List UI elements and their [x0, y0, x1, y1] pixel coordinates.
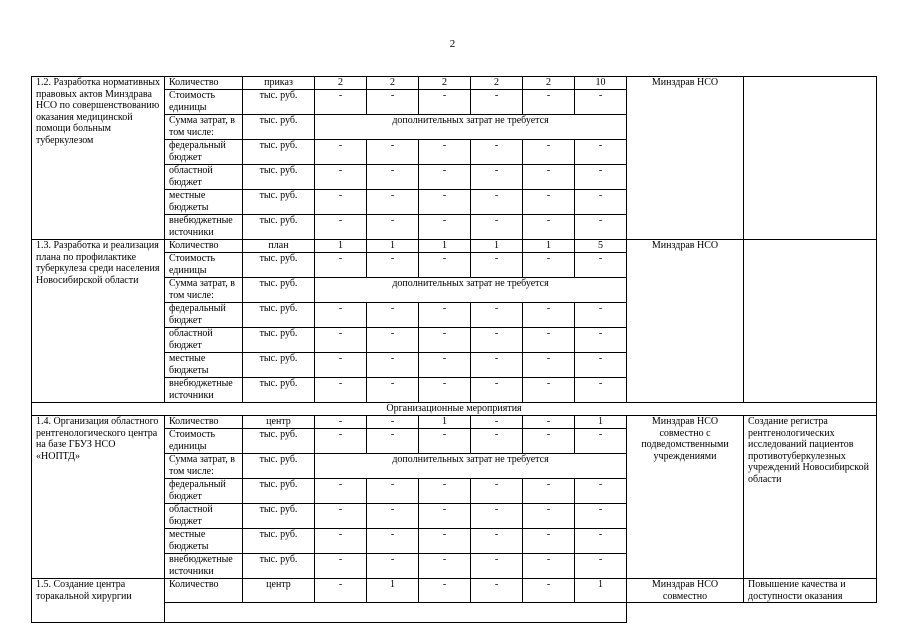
value-dash: -: [471, 378, 523, 403]
row-label-local: местные бюджеты: [165, 353, 243, 378]
value-dash: -: [471, 165, 523, 190]
no-cost-note: дополнительных затрат не требуется: [315, 454, 627, 479]
value-dash: -: [523, 90, 575, 115]
value-dash: -: [367, 479, 419, 504]
value-dash: -: [419, 479, 471, 504]
unit-cell: тыс. руб.: [243, 253, 315, 278]
value-dash: -: [419, 353, 471, 378]
quantity-value: 1: [471, 240, 523, 253]
table-body: [32, 77, 877, 623]
row-label-federal: федеральный бюджет: [165, 140, 243, 165]
value-dash: -: [523, 378, 575, 403]
quantity-value: -: [315, 579, 367, 603]
row-label-unit-cost: Стоимость единицы: [165, 90, 243, 115]
value-dash: -: [315, 165, 367, 190]
quantity-value: 1: [419, 240, 471, 253]
value-dash: -: [419, 190, 471, 215]
task-name: 1.3. Разработка и реализация плана по профилактике туберкулеза среди населения Новосибирской области: [32, 240, 165, 403]
row-label-local: местные бюджеты: [165, 529, 243, 554]
value-dash: -: [367, 504, 419, 529]
value-dash: -: [523, 554, 575, 579]
value-dash: -: [367, 215, 419, 240]
program-table: [31, 76, 877, 623]
value-dash: -: [419, 165, 471, 190]
value-dash: -: [523, 529, 575, 554]
value-dash: -: [419, 253, 471, 278]
value-dash: -: [575, 554, 627, 579]
value-dash: -: [471, 90, 523, 115]
row-label-unit-cost: Стоимость единицы: [165, 253, 243, 278]
unit-cell: тыс. руб.: [243, 479, 315, 504]
result-cell: Создание регистра рентгенологических исследований пациентов противотуберкулезных учреждений Новосибирской области: [744, 416, 877, 579]
value-dash: -: [575, 215, 627, 240]
value-dash: -: [471, 140, 523, 165]
quantity-value: -: [523, 416, 575, 429]
value-dash: -: [523, 253, 575, 278]
quantity-value: 2: [367, 77, 419, 90]
value-dash: -: [419, 554, 471, 579]
unit-cell: тыс. руб.: [243, 353, 315, 378]
value-dash: -: [367, 429, 419, 454]
continuation-cell: [165, 603, 627, 623]
table-row: [32, 77, 877, 90]
executor-cell: Минздрав НСО: [627, 77, 744, 240]
value-dash: -: [419, 378, 471, 403]
value-dash: -: [315, 328, 367, 353]
value-dash: -: [575, 479, 627, 504]
task-name: 1.2. Разработка нормативных правовых актов Минздрава НСО по совершенствованию оказания медицинской помощи больным туберкулезом: [32, 77, 165, 240]
value-dash: -: [575, 140, 627, 165]
value-dash: -: [575, 253, 627, 278]
unit-cell: тыс. руб.: [243, 140, 315, 165]
quantity-value: -: [367, 416, 419, 429]
unit-cell: тыс. руб.: [243, 90, 315, 115]
quantity-value: 2: [471, 77, 523, 90]
row-label-regional: областной бюджет: [165, 165, 243, 190]
quantity-value: -: [315, 416, 367, 429]
value-dash: -: [315, 190, 367, 215]
row-label-local: местные бюджеты: [165, 190, 243, 215]
value-dash: -: [575, 328, 627, 353]
executor-cell: Минздрав НСО совместно с подведомственными учреждениями: [627, 416, 744, 579]
unit-cell: тыс. руб.: [243, 165, 315, 190]
quantity-value: 10: [575, 77, 627, 90]
value-dash: -: [315, 529, 367, 554]
unit-cell: приказ: [243, 77, 315, 90]
result-cell: [744, 240, 877, 403]
row-label-quantity: Количество: [165, 77, 243, 90]
value-dash: -: [419, 90, 471, 115]
value-dash: -: [471, 429, 523, 454]
section-header: Организационные мероприятия: [32, 403, 877, 416]
quantity-value: 1: [523, 240, 575, 253]
table-row: [32, 579, 877, 603]
quantity-value: 1: [575, 579, 627, 603]
value-dash: -: [315, 479, 367, 504]
value-dash: -: [367, 253, 419, 278]
value-dash: -: [471, 529, 523, 554]
quantity-value: 1: [575, 416, 627, 429]
value-dash: -: [367, 554, 419, 579]
row-label-extra: внебюджетные источники: [165, 215, 243, 240]
value-dash: -: [367, 529, 419, 554]
value-dash: -: [471, 215, 523, 240]
unit-cell: тыс. руб.: [243, 303, 315, 328]
quantity-value: 1: [315, 240, 367, 253]
unit-cell: тыс. руб.: [243, 328, 315, 353]
row-label-extra: внебюджетные источники: [165, 554, 243, 579]
value-dash: -: [575, 529, 627, 554]
value-dash: -: [367, 165, 419, 190]
unit-cell: тыс. руб.: [243, 278, 315, 303]
unit-cell: тыс. руб.: [243, 504, 315, 529]
unit-cell: тыс. руб.: [243, 529, 315, 554]
value-dash: -: [575, 378, 627, 403]
unit-cell: тыс. руб.: [243, 454, 315, 479]
quantity-value: 1: [367, 579, 419, 603]
quantity-value: 2: [523, 77, 575, 90]
value-dash: -: [523, 190, 575, 215]
quantity-value: -: [471, 579, 523, 603]
quantity-value: 2: [315, 77, 367, 90]
value-dash: -: [523, 504, 575, 529]
unit-cell: план: [243, 240, 315, 253]
row-label-total-cost: Сумма затрат, в том числе:: [165, 278, 243, 303]
value-dash: -: [575, 429, 627, 454]
row-label-federal: федеральный бюджет: [165, 303, 243, 328]
section-row: [32, 403, 877, 416]
quantity-value: 1: [419, 416, 471, 429]
value-dash: -: [367, 353, 419, 378]
value-dash: -: [471, 253, 523, 278]
executor-cell: Минздрав НСО совместно: [627, 579, 744, 603]
value-dash: -: [315, 504, 367, 529]
unit-cell: центр: [243, 416, 315, 429]
value-dash: -: [575, 90, 627, 115]
value-dash: -: [315, 554, 367, 579]
executor-cell: Минздрав НСО: [627, 240, 744, 403]
unit-cell: тыс. руб.: [243, 115, 315, 140]
value-dash: -: [367, 90, 419, 115]
unit-cell: тыс. руб.: [243, 378, 315, 403]
unit-cell: тыс. руб.: [243, 190, 315, 215]
value-dash: -: [471, 479, 523, 504]
quantity-value: 5: [575, 240, 627, 253]
value-dash: -: [471, 328, 523, 353]
value-dash: -: [523, 303, 575, 328]
unit-cell: тыс. руб.: [243, 554, 315, 579]
table-row: [32, 240, 877, 253]
value-dash: -: [575, 190, 627, 215]
value-dash: -: [367, 190, 419, 215]
value-dash: -: [471, 303, 523, 328]
value-dash: -: [471, 504, 523, 529]
value-dash: -: [471, 554, 523, 579]
no-cost-note: дополнительных затрат не требуется: [315, 115, 627, 140]
value-dash: -: [315, 429, 367, 454]
value-dash: -: [315, 378, 367, 403]
value-dash: -: [419, 429, 471, 454]
value-dash: -: [575, 504, 627, 529]
value-dash: -: [419, 215, 471, 240]
quantity-value: 1: [367, 240, 419, 253]
value-dash: -: [523, 353, 575, 378]
row-label-total-cost: Сумма затрат, в том числе:: [165, 454, 243, 479]
row-label-federal: федеральный бюджет: [165, 479, 243, 504]
quantity-value: -: [419, 579, 471, 603]
value-dash: -: [315, 140, 367, 165]
value-dash: -: [523, 165, 575, 190]
row-label-total-cost: Сумма затрат, в том числе:: [165, 115, 243, 140]
no-cost-note: дополнительных затрат не требуется: [315, 278, 627, 303]
row-label-quantity: Количество: [165, 416, 243, 429]
value-dash: -: [575, 165, 627, 190]
value-dash: -: [575, 303, 627, 328]
value-dash: -: [367, 303, 419, 328]
value-dash: -: [471, 353, 523, 378]
value-dash: -: [367, 378, 419, 403]
value-dash: -: [471, 190, 523, 215]
result-cell: Повышение качества и доступности оказания: [744, 579, 877, 603]
task-name: 1.5. Создание центра торакальной хирургии: [32, 579, 165, 623]
value-dash: -: [419, 140, 471, 165]
value-dash: -: [419, 504, 471, 529]
row-label-quantity: Количество: [165, 579, 243, 603]
row-label-unit-cost: Стоимость единицы: [165, 429, 243, 454]
value-dash: -: [315, 215, 367, 240]
value-dash: -: [367, 328, 419, 353]
value-dash: -: [419, 303, 471, 328]
value-dash: -: [315, 253, 367, 278]
row-label-extra: внебюджетные источники: [165, 378, 243, 403]
value-dash: -: [523, 328, 575, 353]
value-dash: -: [419, 529, 471, 554]
result-cell: [744, 77, 877, 240]
table-row: [32, 416, 877, 429]
value-dash: -: [523, 479, 575, 504]
value-dash: -: [315, 353, 367, 378]
value-dash: -: [367, 140, 419, 165]
value-dash: -: [523, 429, 575, 454]
value-dash: -: [575, 353, 627, 378]
value-dash: -: [523, 215, 575, 240]
quantity-value: -: [471, 416, 523, 429]
task-name: 1.4. Организация областного рентгенологического центра на базе ГБУЗ НСО «НОПТД»: [32, 416, 165, 579]
value-dash: -: [315, 303, 367, 328]
value-dash: -: [315, 90, 367, 115]
row-label-quantity: Количество: [165, 240, 243, 253]
quantity-value: -: [523, 579, 575, 603]
row-label-regional: областной бюджет: [165, 328, 243, 353]
value-dash: -: [419, 328, 471, 353]
unit-cell: тыс. руб.: [243, 215, 315, 240]
value-dash: -: [523, 140, 575, 165]
row-label-regional: областной бюджет: [165, 504, 243, 529]
quantity-value: 2: [419, 77, 471, 90]
unit-cell: тыс. руб.: [243, 429, 315, 454]
page-number: 2: [449, 38, 456, 50]
unit-cell: центр: [243, 579, 315, 603]
